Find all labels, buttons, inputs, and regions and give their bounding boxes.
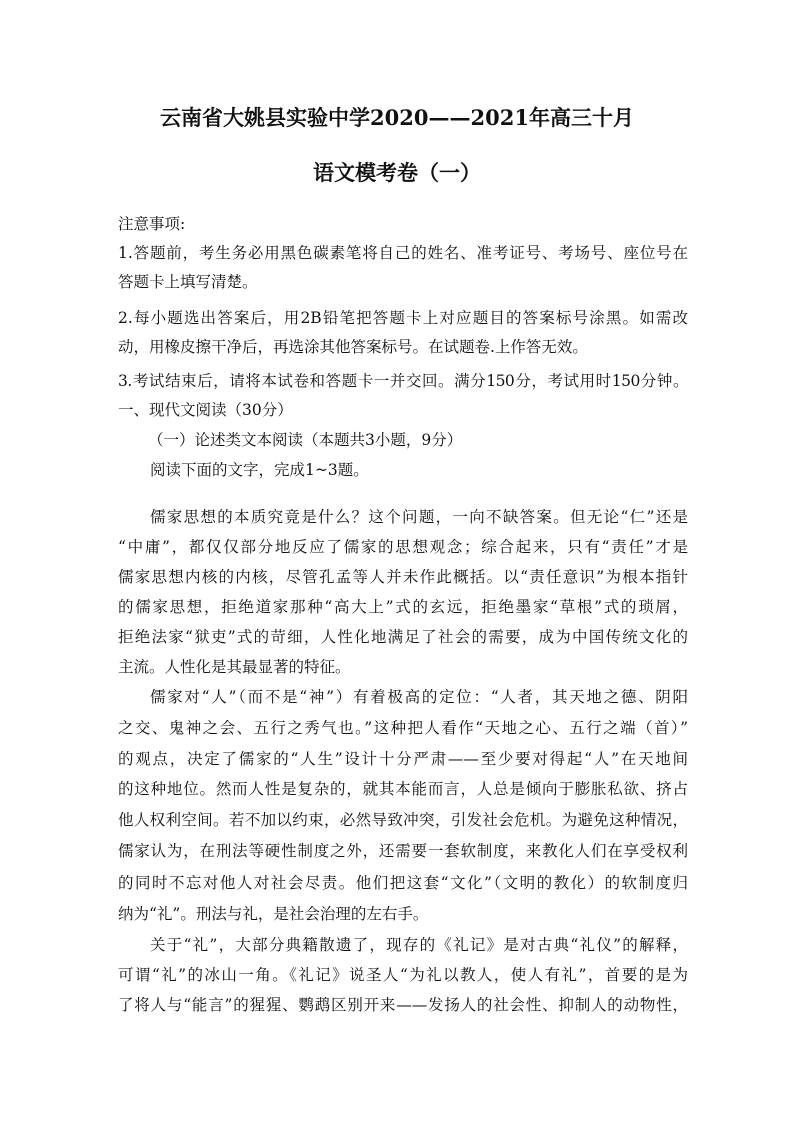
passage-line: “中庸”，都仅仅部分地反应了儒家的思想观念；综合起来，只有“责任”才是 [118, 538, 688, 556]
exam-title: 云南省大姚县实验中学2020——2021年高三十月 [160, 105, 634, 130]
passage-line: 之交、鬼神之会、五行之秀气也。”这种把人看作“天地之心、五行之端（首）” [118, 719, 688, 737]
passage-line: 纳为“礼”。刑法与礼，是社会治理的左右手。 [118, 905, 429, 923]
passage-line: 儒家对“人”（而不是“神”）有着极高的定位：“人者，其天地之德、阴阳 [150, 688, 688, 706]
passage-line: 的这种地位。然而人性是复杂的，就其本能而言，人总是倾向于膨胀私欲、挤占 [118, 780, 688, 798]
passage-line: 关于“礼”，大部分典籍散遗了，现存的《礼记》是对古典“礼仪”的解释， [150, 936, 688, 954]
passage-line: 儒家认为，在刑法等硬性制度之外，还需要一套软制度，来教化人们在享受权利 [118, 842, 688, 860]
passage-line: 可谓“礼”的冰山一角。《礼记》说圣人“为礼以教人，使人有礼”，首要的是为 [118, 966, 688, 984]
instructions-heading: 注意事项: [118, 215, 186, 233]
passage-line: 的儒家思想，拒绝道家那种“高大上”式的玄远，拒绝墨家“草根”式的琐屑， [118, 598, 688, 616]
section-subheading: （一）论述类文本阅读（本题共3小题，9分） [148, 431, 463, 449]
passage-line: 了将人与“能言”的猩猩、鹦鹉区别开来——发扬人的社会性、抑制人的动物性， [118, 996, 688, 1014]
passage-line: 的同时不忘对他人对社会尽责。他们把这套“文化”（文明的教化）的软制度归 [118, 874, 688, 892]
passage-line: 主流。人性化是其最显著的特征。 [118, 658, 351, 676]
instruction-item-1: 1.答题前，考生务必用黑色碳素笔将自己的姓名、准考证号、考场号、座位号在 [118, 244, 688, 262]
passage-line: 他人权利空间。若不加以约束，必然导致冲突，引发社会危机。为避免这种情况， [118, 811, 688, 829]
section-directive: 阅读下面的文字，完成1~3题。 [150, 461, 369, 479]
passage-line: 儒家思想内核的内核，尽管孔孟等人并未作此概括。以“责任意识”为根本指针 [118, 568, 688, 586]
passage-line: 拒绝法家“狱吏”式的苛细，人性化地满足了社会的需要，成为中国传统文化的 [118, 628, 688, 646]
exam-subtitle: 语文模考卷（一） [313, 160, 481, 185]
passage-line: 儒家思想的本质究竟是什么？这个问题，一向不缺答案。但无论“仁”还是 [150, 508, 688, 526]
passage-line: 的观点，决定了儒家的“人生”设计十分严肃——至少要对得起“人”在天地间 [118, 750, 688, 768]
instruction-item-2-cont: 动，用橡皮擦干净后，再选涂其他答案标号。在试题卷.上作答无效。 [118, 338, 588, 356]
instruction-item-1-cont: 答题卡上填写清楚。 [118, 273, 258, 291]
instruction-item-3: 3.考试结束后，请将本试卷和答题卡一并交回。满分150分，考试用时150分钟。 [118, 372, 688, 390]
instruction-item-2: 2.每小题选出答案后，用2B铅笔把答题卡上对应题目的答案标号涂黑。如需改 [118, 309, 688, 327]
section-heading: 一、现代文阅读（30分） [118, 401, 293, 419]
